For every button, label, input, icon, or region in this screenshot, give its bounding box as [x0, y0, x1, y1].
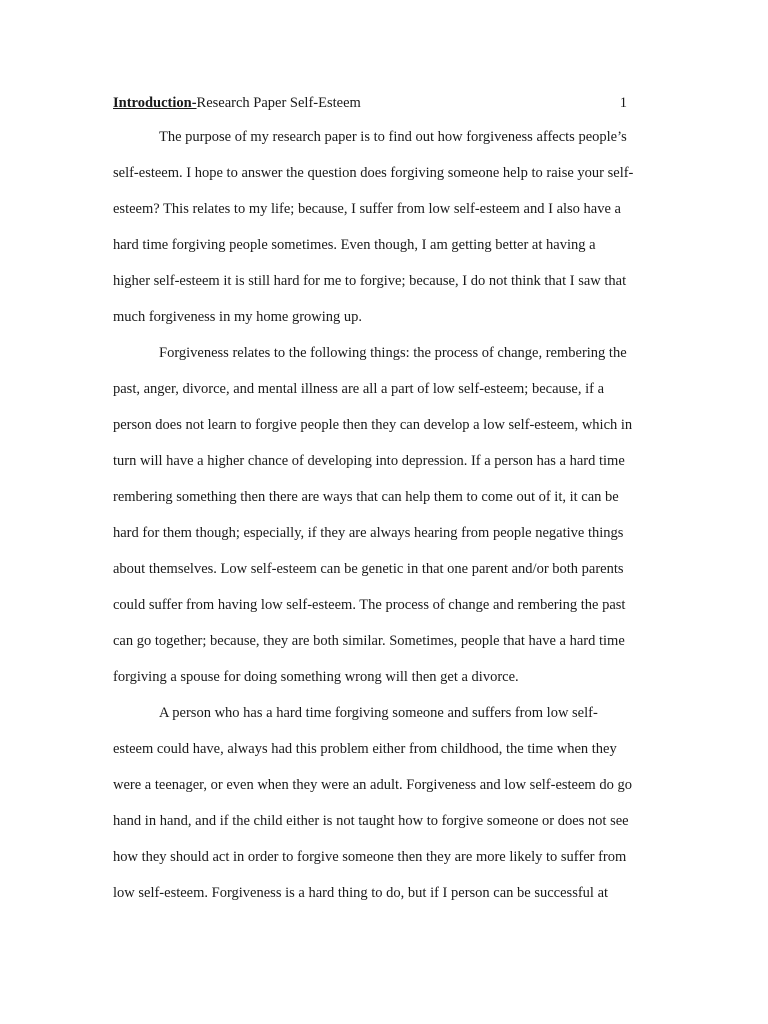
text-line: much forgiveness in my home growing up.	[113, 309, 363, 325]
text-line: The purpose of my research paper is to find out how forgiveness affects people’s	[159, 129, 627, 145]
text-line: Forgiveness relates to the following things: the process of change, rembering the	[159, 345, 627, 361]
text-line: were a teenager, or even when they were an adult. Forgiveness and low self-esteem do go	[113, 777, 632, 793]
text-line: could suffer from having low self-esteem. The process of change and rembering the past	[113, 597, 626, 613]
text-line: turn will have a higher chance of developing into depression. If a person has a hard time	[113, 453, 625, 469]
text-line: A person who has a hard time forgiving someone and suffers from low self-	[159, 705, 598, 721]
page-header	[113, 93, 633, 113]
section-heading: Introduction-	[113, 95, 197, 111]
paragraph	[113, 125, 658, 341]
text-line: rembering something then there are ways that can help them to come out of it, it can be	[113, 489, 619, 505]
text-line: hard for them though; especially, if they are always hearing from people negative things	[113, 525, 624, 541]
text-line: low self-esteem. Forgiveness is a hard thing to do, but if I person can be successful at	[113, 885, 609, 901]
text-line: hand in hand, and if the child either is not taught how to forgive someone or does not see	[113, 813, 629, 829]
running-title: Research Paper Self-Esteem	[196, 95, 361, 111]
text-line: esteem? This relates to my life; because, I suffer from low self-esteem and I also have a	[113, 201, 621, 217]
text-line: esteem could have, always had this problem either from childhood, the time when they	[113, 741, 617, 757]
page-number: 1	[619, 95, 627, 111]
document-body	[113, 125, 658, 917]
text-line: hard time forgiving people sometimes. Even though, I am getting better at having a	[113, 237, 596, 253]
text-line: self-esteem. I hope to answer the question does forgiving someone help to raise your self-	[113, 165, 634, 181]
text-line: past, anger, divorce, and mental illness are all a part of low self-esteem; because, if a	[113, 381, 605, 397]
text-line: can go together; because, they are both similar. Sometimes, people that have a hard time	[113, 633, 625, 649]
text-line: higher self-esteem it is still hard for me to forgive; because, I do not think that I saw that	[113, 273, 627, 289]
text-line: about themselves. Low self-esteem can be genetic in that one parent and/or both parents	[113, 561, 624, 577]
text-line: how they should act in order to forgive someone then they are more likely to suffer from	[113, 849, 627, 865]
paragraph	[113, 701, 658, 917]
text-line: forgiving a spouse for doing something wrong will then get a divorce.	[113, 669, 519, 685]
text-line: person does not learn to forgive people then they can develop a low self-esteem, which in	[113, 417, 633, 433]
paragraph	[113, 341, 658, 701]
